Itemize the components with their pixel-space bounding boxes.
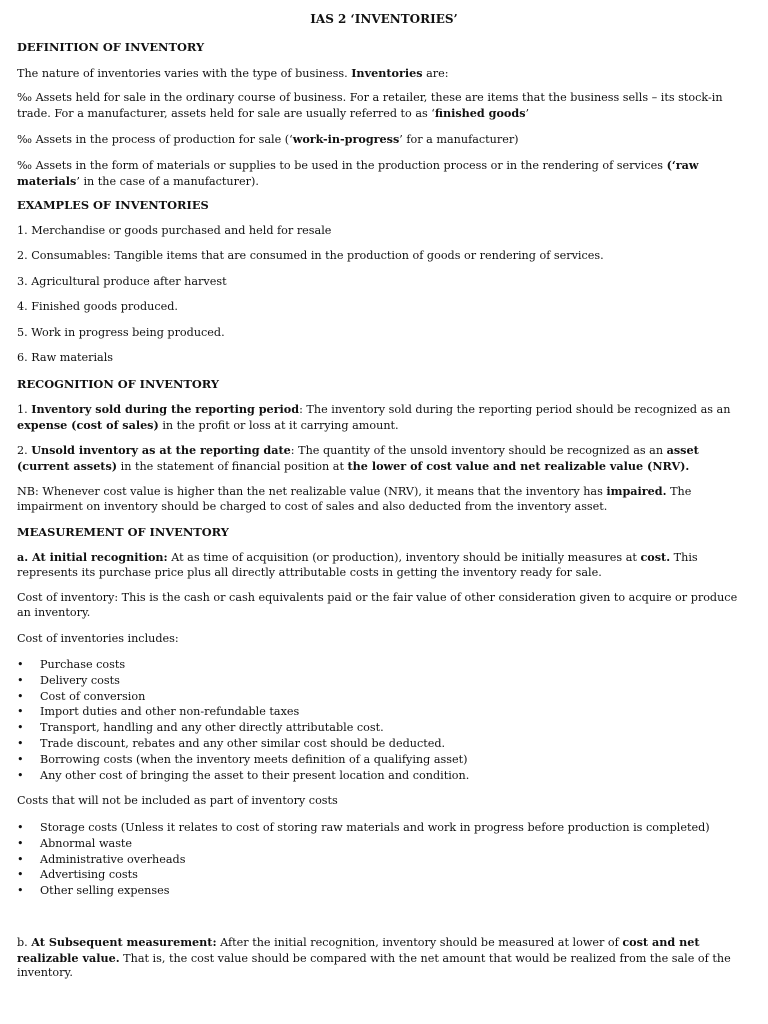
definition-intro: The nature of inventories varies with the type of business. Inventories are: [17,66,449,80]
recognition-point-sold: 1. Inventory sold during the reporting period: The inventory sold during the reporting period should be recognized as an expense (cost of sales) in the profit or loss at it carrying amount. [17,402,731,432]
cost-excluded-list [17,820,751,899]
cost-excluded-label: Costs that will not be included as part of inventory costs [17,794,338,807]
list-item: • Abnormal waste [17,836,751,852]
example-item: 3. Agricultural produce after harvest [17,275,227,288]
list-item: • Other selling expenses [17,883,751,899]
example-item: 1. Merchandise or goods purchased and held for resale [17,224,332,237]
example-item: 2. Consumables: Tangible items that are consumed in the production of goods or rendering of services. [17,249,604,262]
heading-definition: DEFINITION OF INVENTORY [17,40,205,54]
list-item: • Advertising costs [17,867,751,883]
list-item: • Storage costs (Unless it relates to cost of storing raw materials and work in progress before production is completed) [17,820,751,836]
list-item: • Trade discount, rebates and any other similar cost should be deducted. [17,736,751,752]
cost-includes-list [17,657,751,783]
definition-point-raw-materials: ‰ Assets in the form of materials or supplies to be used in the production process or in the rendering of services (‘raw materials’ in the case of a manufacturer). [17,158,699,188]
example-item: 6. Raw materials [17,351,114,364]
recognition-note: NB: Whenever cost value is higher than the net realizable value (NRV), it means that the inventory has impaired. The impairment on inventory should be charged to cost of sales and also deducted from the inventory asset. [17,484,692,513]
measurement-initial-recognition: a. At initial recognition: At as time of acquisition (or production), inventory should be initially measures at cost. This represents its purchase price plus all directly attributable costs in getting the inventory ready for sale. [17,550,698,579]
recognition-point-unsold: 2. Unsold inventory as at the reporting date: The quantity of the unsold inventory should be recognized as an asset (current assets) in the statement of financial position at the lower of cost value and net realizable value (NRV). [17,443,699,473]
definition-point-work-in-progress: ‰ Assets in the process of production for sale (‘work-in-progress’ for a manufacturer) [17,132,519,146]
list-item: • Administrative overheads [17,852,751,868]
cost-includes-label: Cost of inventories includes: [17,632,179,645]
measurement-subsequent: b. At Subsequent measurement: After the initial recognition, inventory should be measured at lower of cost and net realizable value. That is, the cost value should be compared with the net amount that would be realized from the sale of the inventory. [17,935,731,980]
definition-point-finished-goods: ‰ Assets held for sale in the ordinary course of business. For a retailer, these are items that the business sells – its stock-in trade. For a manufacturer, assets held for sale are usually referred to as ‘finished goods’ [17,91,723,120]
cost-of-inventory-definition: Cost of inventory: This is the cash or cash equivalents paid or the fair value of other consideration given to acquire or produce an inventory. [17,591,738,619]
list-item: • Borrowing costs (when the inventory meets definition of a qualifying asset) [17,752,751,768]
list-item: • Transport, handling and any other directly attributable cost. [17,720,751,736]
example-item: 5. Work in progress being produced. [17,326,225,339]
example-item: 4. Finished goods produced. [17,300,178,313]
list-item: • Import duties and other non-refundable taxes [17,704,751,720]
list-item: • Delivery costs [17,673,751,689]
heading-recognition: RECOGNITION OF INVENTORY [17,377,219,391]
list-item: • Purchase costs [17,657,751,673]
list-item: • Any other cost of bringing the asset to their present location and condition. [17,768,751,784]
heading-examples: EXAMPLES OF INVENTORIES [17,198,209,212]
heading-measurement: MEASUREMENT OF INVENTORY [17,525,229,539]
document-title: IAS 2 ‘INVENTORIES’ [310,12,458,26]
list-item: • Cost of conversion [17,689,751,705]
